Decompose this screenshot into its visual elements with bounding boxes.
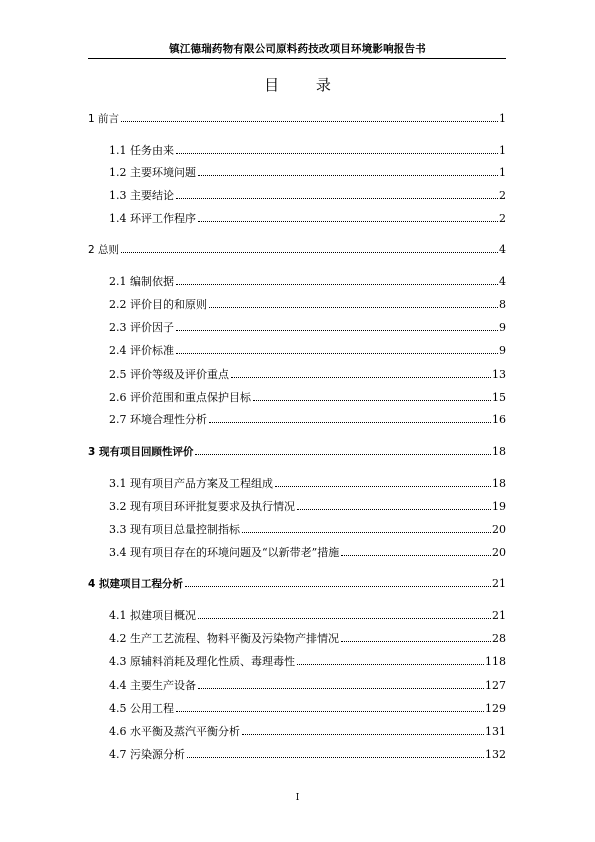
running-header: 镇江德瑞药物有限公司原料药技改项目环境影响报告书 — [169, 43, 426, 55]
toc-entry-label: 3.1 现有项目产品方案及工程组成 — [109, 477, 273, 490]
leader-dots — [187, 757, 484, 758]
leader-dots — [209, 307, 498, 308]
leader-dots — [176, 353, 498, 354]
toc-entry-label: 1 前言 — [88, 113, 120, 125]
toc-entry-page: 1 — [499, 112, 506, 125]
toc-entry-label: 2.7 环境合理性分析 — [109, 413, 207, 426]
toc-entry-page: 9 — [499, 344, 506, 357]
toc-entry-4-5[interactable] — [109, 702, 506, 716]
toc-entry-page: 18 — [492, 445, 506, 458]
toc-entry-1-1[interactable] — [109, 144, 506, 158]
leader-dots — [253, 400, 491, 401]
toc-entry-2-1[interactable] — [109, 275, 506, 289]
leader-dots — [198, 221, 498, 222]
toc-entry-label: 3 现有项目回顾性评价 — [88, 446, 194, 458]
leader-dots — [176, 198, 498, 199]
toc-entry-label: 2.6 评价范围和重点保护目标 — [109, 391, 251, 404]
leader-dots — [198, 688, 484, 689]
leader-dots — [209, 422, 491, 423]
toc-entry-label: 1.1 任务由来 — [109, 144, 174, 157]
toc-entry-page: 8 — [499, 298, 506, 311]
toc-entry-label: 4.1 拟建项目概况 — [109, 609, 196, 622]
toc-entry-label: 4.4 主要生产设备 — [109, 679, 196, 692]
toc-entry-page: 20 — [492, 546, 506, 559]
toc-entry-4-3[interactable] — [109, 655, 506, 669]
toc-entry-3-1[interactable] — [109, 477, 506, 491]
toc-entry-page: 21 — [492, 577, 506, 590]
toc-entry-page: 15 — [492, 391, 506, 404]
page-number: I — [295, 793, 300, 803]
leader-dots — [176, 284, 498, 285]
toc-title: 目 录 — [264, 76, 347, 94]
toc-entry-2-7[interactable] — [109, 413, 506, 427]
toc-entry-3-4[interactable] — [109, 546, 506, 560]
toc-entry-page: 18 — [492, 477, 506, 490]
leader-dots — [341, 641, 491, 642]
toc-entry-page: 4 — [499, 243, 506, 256]
toc-entry-4-6[interactable] — [109, 725, 506, 739]
leader-dots — [242, 532, 491, 533]
leader-dots — [185, 586, 491, 587]
toc-entry-page: 1 — [499, 144, 506, 157]
leader-dots — [341, 555, 491, 556]
leader-dots — [176, 153, 498, 154]
toc-entry-label: 2 总则 — [88, 244, 120, 256]
leader-dots — [195, 454, 491, 455]
toc-entry-4-4[interactable] — [109, 679, 506, 693]
toc-entry-1-3[interactable] — [109, 189, 506, 203]
toc-entry-page: 19 — [492, 500, 506, 513]
leader-dots — [198, 618, 491, 619]
toc-entry-4-7[interactable] — [109, 748, 506, 762]
toc-entry-1-2[interactable] — [109, 166, 506, 180]
toc-entry-label: 4.7 污染源分析 — [109, 748, 185, 761]
toc-entry-label: 4.3 原辅料消耗及理化性质、毒理毒性 — [109, 655, 295, 668]
toc-entry-2-5[interactable] — [109, 368, 506, 382]
leader-dots — [297, 509, 491, 510]
toc-entry-1-4[interactable] — [109, 212, 506, 226]
leader-dots — [297, 664, 484, 665]
toc-entry-label: 1.4 环评工作程序 — [109, 212, 196, 225]
toc-entry-page: 21 — [492, 609, 506, 622]
toc-entry-4-2[interactable] — [109, 632, 506, 646]
leader-dots — [176, 330, 498, 331]
leader-dots — [231, 377, 491, 378]
toc-entry-label: 1.3 主要结论 — [109, 189, 174, 202]
leader-dots — [275, 486, 491, 487]
toc-entry-chapter-2[interactable] — [88, 243, 506, 257]
toc-entry-label: 3.4 现有项目存在的环境问题及“以新带老”措施 — [109, 546, 340, 559]
toc-entry-label: 2.1 编制依据 — [109, 275, 174, 288]
toc-entry-page: 131 — [485, 725, 506, 738]
toc-entry-label: 2.4 评价标准 — [109, 344, 174, 357]
toc-entry-2-2[interactable] — [109, 298, 506, 312]
toc-entry-label: 2.2 评价目的和原则 — [109, 298, 207, 311]
toc-entry-label: 3.3 现有项目总量控制指标 — [109, 523, 240, 536]
toc-entry-page: 1 — [499, 166, 506, 179]
toc-entry-chapter-4[interactable] — [88, 577, 506, 591]
toc-entry-page: 9 — [499, 321, 506, 334]
toc-entry-3-3[interactable] — [109, 523, 506, 537]
leader-dots — [198, 175, 498, 176]
toc-entry-page: 2 — [499, 189, 506, 202]
toc-entry-page: 129 — [485, 702, 506, 715]
toc-entry-page: 118 — [485, 655, 506, 668]
toc-entry-page: 127 — [485, 679, 506, 692]
toc-entry-3-2[interactable] — [109, 500, 506, 514]
toc-entry-chapter-1[interactable] — [88, 112, 506, 126]
leader-dots — [176, 711, 484, 712]
toc-entry-page: 4 — [499, 275, 506, 288]
leader-dots — [121, 121, 498, 122]
toc-entry-2-3[interactable] — [109, 321, 506, 335]
toc-entry-label: 4 拟建项目工程分析 — [88, 578, 183, 590]
toc-entry-chapter-3[interactable] — [88, 445, 506, 459]
toc-entry-2-6[interactable] — [109, 391, 506, 405]
toc-entry-page: 28 — [492, 632, 506, 645]
header-rule — [88, 58, 506, 59]
toc-entry-page: 20 — [492, 523, 506, 536]
toc-entry-label: 4.2 生产工艺流程、物料平衡及污染物产排情况 — [109, 632, 339, 645]
toc-entry-page: 13 — [492, 368, 506, 381]
leader-dots — [121, 252, 498, 253]
toc-entry-page: 2 — [499, 212, 506, 225]
toc-entry-page: 16 — [492, 413, 506, 426]
toc-entry-label: 2.5 评价等级及评价重点 — [109, 368, 229, 381]
toc-entry-label: 4.5 公用工程 — [109, 702, 174, 715]
toc-entry-label: 2.3 评价因子 — [109, 321, 174, 334]
toc-entry-4-1[interactable] — [109, 609, 506, 623]
toc-entry-label: 4.6 水平衡及蒸汽平衡分析 — [109, 725, 240, 738]
leader-dots — [242, 734, 484, 735]
toc-entry-2-4[interactable] — [109, 344, 506, 358]
toc-entry-page: 132 — [485, 748, 506, 761]
toc-entry-label: 3.2 现有项目环评批复要求及执行情况 — [109, 500, 295, 513]
toc-entry-label: 1.2 主要环境问题 — [109, 166, 196, 179]
